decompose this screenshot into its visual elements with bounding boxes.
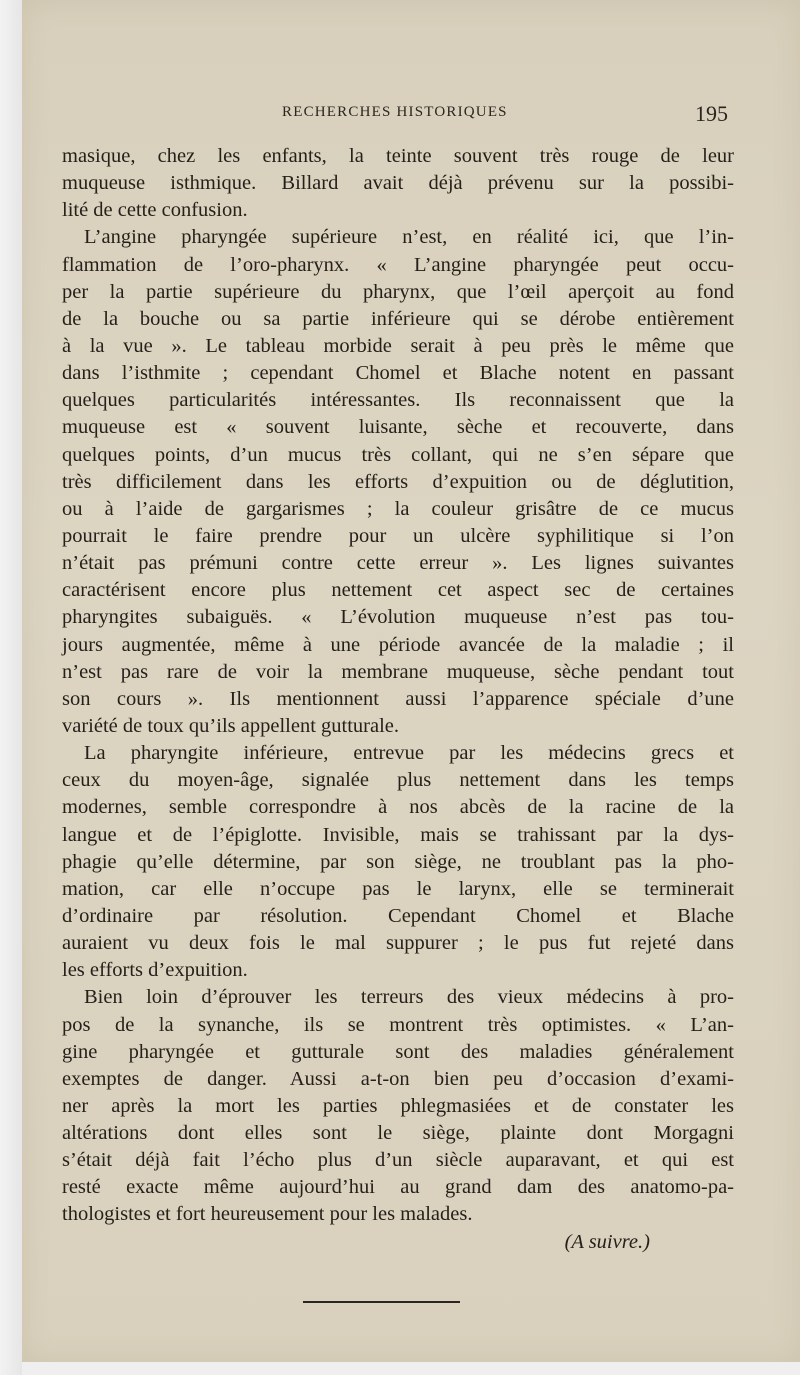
text-line: auraient vu deux fois le mal suppurer ; le pus fut rejeté dans	[62, 932, 734, 955]
text-line: caractérisent encore plus nettement cet aspect sec de certaines	[62, 579, 734, 602]
text-line: resté exacte même aujourd’hui au grand dam des anatomo-pa-	[62, 1176, 734, 1199]
text-line: ceux du moyen-âge, signalée plus nettement dans les temps	[62, 769, 734, 792]
text-line: exemptes de danger. Aussi a-t-on bien peu d’occasion d’exami-	[62, 1067, 734, 1090]
text-line: jours augmentée, même à une période avancée de la maladie ; il	[62, 633, 734, 656]
text-line: d’ordinaire par résolution. Cependant Chomel et Blache	[62, 904, 734, 927]
text-line: thologistes et fort heureusement pour les malades.	[62, 1203, 473, 1226]
text-line: pos de la synanche, ils se montrent très optimistes. « L’an-	[62, 1013, 734, 1036]
text-line: gine pharyngée et gutturale sont des maladies généralement	[62, 1040, 734, 1063]
text-line: La pharyngite inférieure, entrevue par les médecins grecs et	[84, 742, 734, 765]
text-line: L’angine pharyngée supérieure n’est, en réalité ici, que l’in-	[84, 226, 734, 249]
text-line: flammation de l’oro-pharynx. « L’angine pharyngée peut occu-	[62, 253, 734, 276]
page-number: 195	[695, 101, 728, 126]
text-line: n’était pas prémuni contre cette erreur ». Les lignes suivantes	[62, 552, 734, 575]
text-line: muqueuse isthmique. Billard avait déjà prévenu sur la possibi-	[62, 172, 734, 195]
text-line: mation, car elle n’occupe pas le larynx, elle se terminerait	[62, 877, 734, 900]
text-line: variété de toux qu’ils appellent gutturale.	[62, 714, 399, 737]
end-rule	[303, 1301, 460, 1303]
text-line: son cours ». Ils mentionnent aussi l’apparence spéciale d’une	[62, 687, 734, 710]
text-line: masique, chez les enfants, la teinte souvent très rouge de leur	[62, 145, 734, 167]
text-line: quelques particularités intéressantes. Ils reconnaissent que la	[62, 389, 734, 412]
text-line: ner après la mort les parties phlegmasiées et de constater les	[62, 1094, 734, 1117]
text-line: ou à l’aide de gargarismes ; la couleur grisâtre de ce mucus	[62, 497, 734, 520]
text-line: Bien loin d’éprouver les terreurs des vieux médecins à pro-	[84, 986, 734, 1009]
text-line: les efforts d’expuition.	[62, 959, 248, 982]
text-line: muqueuse est « souvent luisante, sèche et recouverte, dans	[62, 416, 734, 439]
text-line: phagie qu’elle détermine, par son siège, ne troublant pas la pho-	[62, 850, 734, 873]
text-line: pourrait le faire prendre pour un ulcère syphilitique si l’on	[62, 524, 734, 547]
text-line: très difficilement dans les efforts d’expuition ou de déglutition,	[62, 470, 734, 493]
body-text	[62, 143, 734, 1256]
text-line: altérations dont elles sont le siège, plainte dont Morgagni	[62, 1122, 734, 1145]
text-line: langue et de l’épiglotte. Invisible, mais se trahissant par la dys-	[62, 823, 734, 846]
text-line: per la partie supérieure du pharynx, que l’œil aperçoit au fond	[62, 280, 734, 303]
scan-edge	[0, 0, 22, 1375]
text-line: pharyngites subaiguës. « L’évolution muqueuse n’est pas tou-	[62, 606, 734, 629]
text-line: n’est pas rare de voir la membrane muqueuse, sèche pendant tout	[62, 660, 734, 683]
text-line: dans l’isthmite ; cependant Chomel et Blache notent en passant	[62, 362, 734, 385]
text-line: modernes, semble correspondre à nos abcès de la racine de la	[62, 796, 734, 819]
running-title: RECHERCHES HISTORIQUES	[282, 104, 508, 120]
text-line: à la vue ». Le tableau morbide serait à peu près le même que	[62, 334, 734, 357]
text-line: de la bouche ou sa partie inférieure qui se dérobe entièrement	[62, 307, 734, 330]
text-line: s’était déjà fait l’écho plus d’un siècle auparavant, et qui est	[62, 1149, 734, 1172]
text-line: lité de cette confusion.	[62, 199, 248, 222]
text-line: quelques points, d’un mucus très collant, qui ne s’en sépare que	[62, 443, 734, 466]
to-be-continued: (A suivre.)	[564, 1230, 650, 1253]
